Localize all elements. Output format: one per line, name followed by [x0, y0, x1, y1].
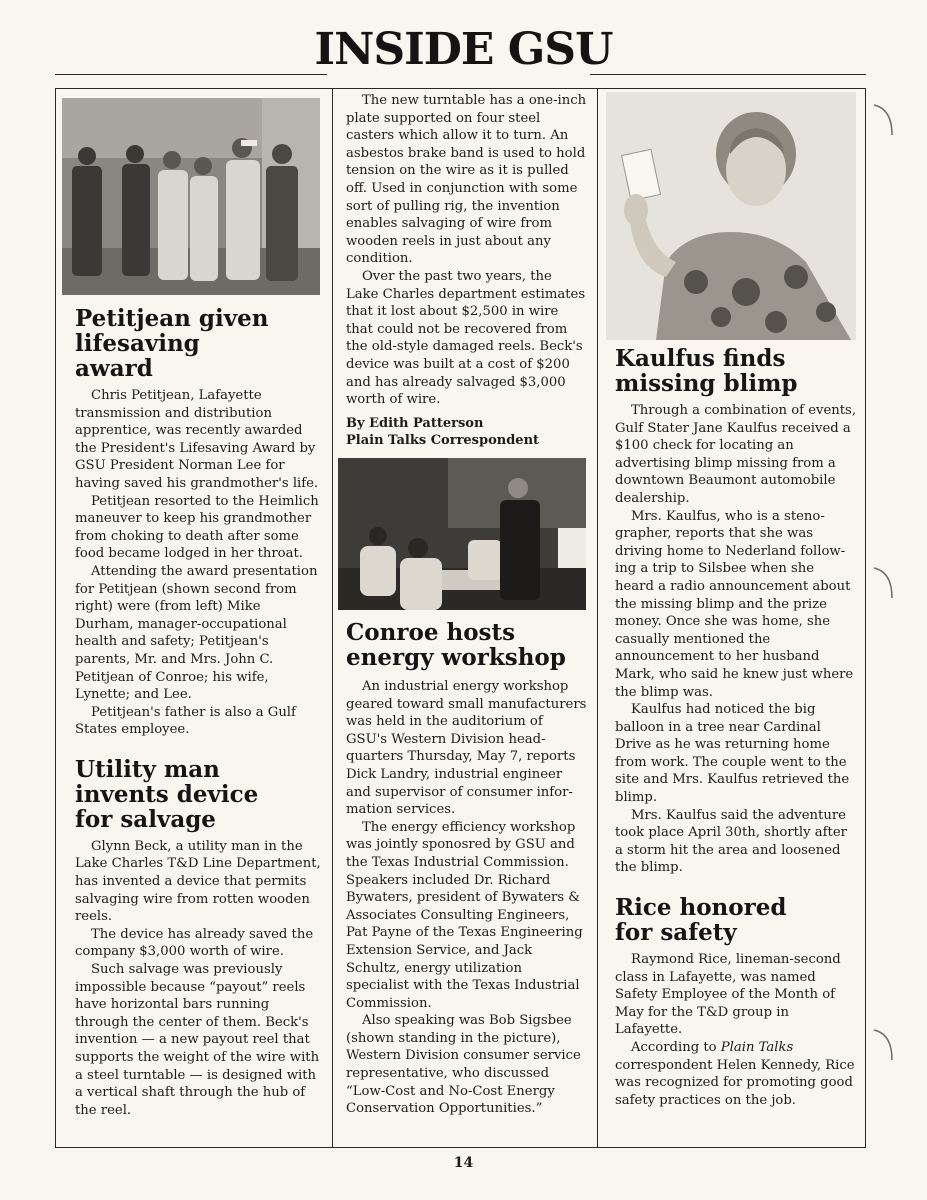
petitjean-para-1: Chris Petitjean, Lafayette transmission and distribution apprentice, was recently awarded the President's Lifesaving Award by GSU President Norman Lee for having saved his grandmother's life.: [75, 388, 319, 491]
kaulfus-photo: [606, 92, 856, 340]
rice-para-2-after: correspondent Helen Kennedy, Rice was recognized for promoting good safety practices on the job.: [615, 1057, 855, 1108]
salvage-para-3: Such salvage was previously impossible because “payout” reels have horizontal bars running through the center of them. Beck's invention — a new payout reel that supports the weight of the wire with a steel turntable — is designed with a vertical shaft through the hub of the reel.: [75, 962, 320, 1118]
salvage-para-2: The device has already saved the company $3,000 worth of wire.: [75, 926, 314, 960]
salvage-para-5: Over the past two years, the Lake Charles department estimates that it lost about $2,500 in wire that could not be recovered from the old-style damaged reels. Beck's device was built at a cost of $200 and has already salvaged $3,000 worth of wire.: [346, 268, 586, 408]
publication-name: Plain Talks: [720, 1040, 794, 1055]
kaulfus-para-3: Kaulfus had noticed the big balloon in a tree near Cardinal Drive as he was returning home from work. The couple went to the site and Mrs. Kaulfus retrieved the blimp.: [615, 702, 850, 806]
kaulfus-para-2: Mrs. Kaulfus, who is a stenographer, reports that she was driving home to Nederland following a trip to Silsbee when she heard a radio announcement about the missing blimp and the prize money. Once she was home, she casually mentioned the announcement to her husband Mark, who said he knew just where the blimp was.: [615, 508, 854, 700]
column-rule-1: [332, 88, 333, 1148]
column-2-top-text: [346, 92, 587, 449]
binder-hole-mark-1: [872, 103, 894, 137]
workshop-photo: [338, 458, 586, 610]
petitjean-para-3: Attending the award presentation for Petitjean (shown second from right) were (from left) Mike Durham, manager-occupational health and safety; Petitjean's parents, Mr. and Mrs. John C. Petitjean of Conroe; his wife, Lynette; and Lee.: [75, 563, 318, 703]
headline-conroe: Conroe hosts energy workshop: [346, 619, 566, 671]
workshop-para-2: The energy efficiency workshop was jointly sponosred by GSU and the Texas Industrial Commission. Speakers included Dr. Richard Bywaters, president of Bywaters & Associates Consulting Engineers, Pat Payne of the Texas Engineering Extension Service, and Jack Schultz, energy utilization specialist with the Texas Industrial Commission.: [346, 819, 583, 1011]
byline-name: By Edith Patterson: [346, 415, 484, 431]
column-1-text: [75, 306, 321, 1119]
headline-petitjean: Petitjean given lifesaving award: [75, 305, 269, 382]
column-3-text: [615, 346, 857, 1109]
workshop-para-1: An industrial energy workshop geared toward small manufacturers was held in the auditorium of GSU's Western Division headquarters Thursday, May 7, reports Dick Landry, industrial engineer and supervisor of consumer information services.: [346, 679, 587, 818]
page-number: 14: [453, 1155, 474, 1171]
masthead-rule-right: [590, 74, 866, 75]
salvage-para-4: The new turntable has a one-inch plate supported on four steel casters which allow it to turn. An asbestos brake band is used to hold tension on the wire as it is pulled off. Used in conjunction with some sort of pulling rig, the invention enables salvaging of wire from wooden reels in just about any condition.: [346, 93, 587, 267]
workshop-para-3: Also speaking was Bob Sigsbee (shown standing in the picture), Western Division consumer service representative, who discussed “Low-Cost and No-Cost Energy Conservation Opportunities.”: [346, 1013, 581, 1117]
rice-para-1: Raymond Rice, lineman-second class in Lafayette, was named Safety Employee of the Month of May for the T&D group in Lafayette.: [615, 952, 841, 1038]
salvage-para-1: Glynn Beck, a utility man in the Lake Charles T&D Line Department, has invented a device that permits salvaging wire from rotten wooden reels.: [75, 838, 321, 925]
byline-title: Plain Talks Correspondent: [346, 432, 540, 448]
rice-para-2-before: According to: [631, 1040, 717, 1055]
kaulfus-para-1: Through a combination of events, Gulf Stater Jane Kaulfus received a $100 check for locating an advertising blimp missing from a downtown Beaumont automobile dealership.: [615, 403, 857, 506]
petitjean-para-2: Petitjean resorted to the Heimlich maneuver to keep his grandmother from choking to death after some food became lodged in her throat.: [75, 493, 319, 562]
headline-kaulfus: Kaulfus finds missing blimp: [615, 345, 798, 397]
award-group-photo: [62, 98, 320, 295]
petitjean-para-4: Petitjean's father is also a Gulf States employee.: [75, 704, 296, 738]
kaulfus-para-4: Mrs. Kaulfus said the adventure took place April 30th, shortly after a storm hit the area and loosened the blimp.: [615, 807, 847, 876]
headline-rice: Rice honored for safety: [615, 894, 787, 947]
column-2-bottom-text: [346, 620, 587, 1118]
headline-utility-man: Utility man invents device for salvage: [75, 755, 259, 833]
rice-para-2: [615, 1039, 857, 1109]
binder-hole-mark-2: [872, 566, 894, 600]
column-rule-2: [597, 88, 598, 1148]
binder-hole-mark-3: [872, 1028, 894, 1062]
masthead-title: INSIDE GSU: [314, 24, 613, 75]
masthead-rule-left: [55, 74, 327, 75]
